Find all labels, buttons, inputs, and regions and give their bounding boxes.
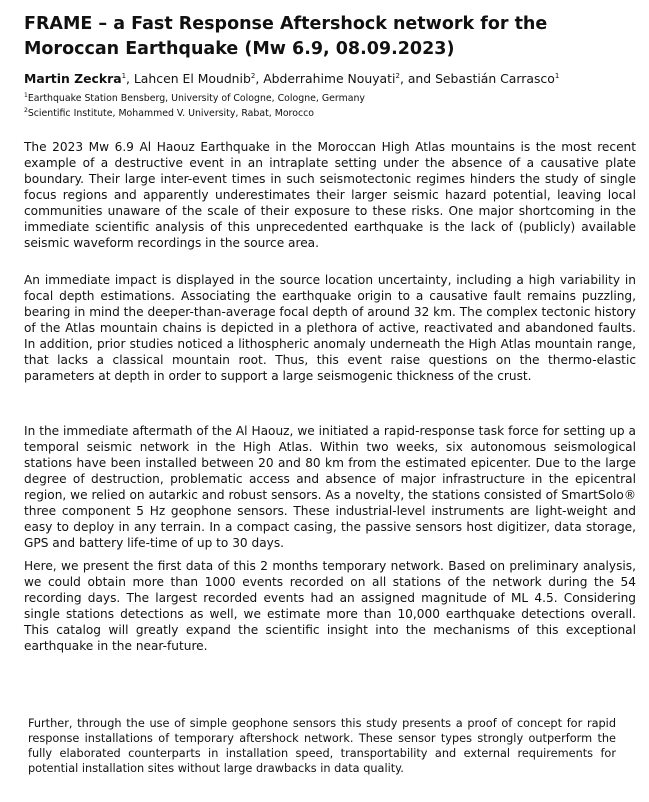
author-lahcen-el-moudnib: , Lahcen El Moudnib (126, 71, 251, 86)
abstract-paragraph-3: In the immediate aftermath of the Al Haouz, we initiated a rapid-response task force for setting up a temporal seismic network in the High Atlas. Within two weeks, six autonomous seismological stations have been installed between 20 and 80 km from the estimated epicenter. Due to the large degree of destruction, problematic access and absence of major infrastructure in the epicentral region, we relied on autarkic and robust sensors. As a novelty, the stations consisted of SmartSolo® three component 5 Hz geophone sensors. These industrial-level instruments are light-weight and easy to deploy in any terrain. In a compact casing, the passive sensors host digitizer, data storage, GPS and battery life-time of up to 30 days. (24, 424, 636, 550)
author-affiliation-marker: 1 (121, 71, 127, 80)
author-affiliation-marker: 2 (395, 71, 400, 80)
affiliation-text: Earthquake Station Bensberg, University of Cologne, Cologne, Germany (27, 93, 365, 104)
affiliation-text: Scientific Institute, Mohammed V. University, Rabat, Morocco (27, 108, 314, 119)
author-affiliation-marker: 1 (554, 71, 560, 80)
abstract-paragraph-5: Further, through the use of simple geophone sensors this study presents a proof of concept for rapid response installations of temporary aftershock network. These sensor types strongly outperform the fully elaborated counterparts in installation speed, transportability and external requirements for potential installation sites without large drawbacks in data quality. (28, 717, 616, 775)
abstract-paragraph-4: Here, we present the first data of this 2 months temporary network. Based on preliminary analysis, we could obtain more than 1000 events recorded on all stations of the network during the 54 recording days. The largest recorded events had an assigned magnitude of ML 4.5. Considering single stations detections as well, we estimate more than 10,000 earthquake detections overall. This catalog will greatly expand the scientific insight into the mechanisms of this exceptional earthquake in the near-future. (24, 559, 636, 653)
author-affiliation-marker: 2 (250, 71, 256, 80)
affiliation-number: 2 (24, 106, 28, 114)
abstract-paragraph-1: The 2023 Mw 6.9 Al Haouz Earthquake in the Moroccan High Atlas mountains is the most recent example of a destructive event in an intraplate setting under the absence of a causative plate boundary. Their large inter-event times in such seismotectonic regimes hinders the study of single focus regions and apparently underestimates their larger seismic hazard potential, leaving local communities unaware of the scale of their exposure to these risks. One major shortcoming in the immediate scientific analysis of this unprecedented earthquake is the lack of (publicly) available seismic waveform recordings in the source area. (24, 140, 636, 250)
author-sebastian-carrasco: , and Sebastián Carrasco (399, 71, 555, 86)
author-abderrahime-nouyati: , Abderrahime Nouyati (255, 71, 396, 86)
abstract-paragraph-2: An immediate impact is displayed in the source location uncertainty, including a high variability in focal depth estimations. Associating the earthquake origin to a causative fault remains puzzling, bearing in mind the deeper-than-average focal depth of around 32 km. The complex tectonic history of the Atlas mountain chains is depicted in a plethora of active, reactivated and abandoned faults. In addition, prior studies noticed a lithospheric anomaly underneath the High Atlas mountain range, that lacks a classical mountain root. Thus, this event raise questions on the thermo-elastic parameters at depth in order to support a large seismogenic thickness of the crust. (24, 273, 636, 383)
author-list (24, 70, 634, 87)
affiliation-1 (24, 92, 634, 105)
affiliation-2 (24, 107, 634, 120)
affiliation-number: 1 (24, 91, 28, 99)
paper-title: FRAME – a Fast Response Aftershock network for the Moroccan Earthquake (Mw 6.9, 08.09.2023) (24, 14, 548, 59)
author-martin-zeckra: Martin Zeckra (24, 71, 122, 86)
